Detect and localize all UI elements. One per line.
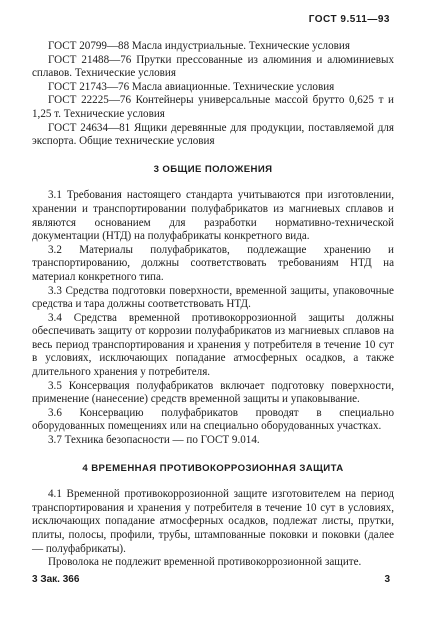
reference-item: ГОСТ 21488—76 Прутки прессованные из алюминия и алюминиевых сплавов. Технические условия: [32, 53, 394, 80]
section-4-title: 4 ВРЕМЕННАЯ ПРОТИВОКОРРОЗИОННАЯ ЗАЩИТА: [82, 462, 344, 474]
paragraph-4-1: 4.1 Временной противокоррозионной защите изготовителем на период транспортирования и хранения у потребителя в течение 10 сут в условиях, исключающих попадание атмосферных осадков, подлежат листы, прутки, плиты, полосы, профили, трубы, штампованные поковки и поковки (далее — полуфабрикаты).: [32, 488, 394, 555]
reference-item: ГОСТ 22225—76 Контейнеры универсальные массой брутто 0,625 т и 1,25 т. Технические условия: [32, 94, 394, 120]
paragraph-wire-note: Проволока не подлежит временной противокоррозионной защите.: [48, 556, 362, 569]
reference-item: ГОСТ 21743—76 Масла авиационные. Технические условия: [48, 80, 335, 93]
paragraph-3-1: 3.1 Требования настоящего стандарта учитываются при изготовлении, хранении и транспортировании полуфабрикатов из магниевых сплавов и являются основанием для разработки нормативно-технической документации (НТД) на полуфабрикаты конкретного вида.: [32, 189, 394, 243]
references-list: [32, 40, 394, 149]
paragraph-3-4: 3.4 Средства временной противокоррозионной защиты должны обеспечивать защиту от коррозии полуфабрикатов из магниевых сплавов на весь период транспортирования и хранения у потребителя в течение 10 сут в условиях, исключающих попадание атмосферных осадков, а также длительного хранения у потребителя.: [32, 311, 394, 379]
page-content: [32, 40, 394, 570]
paragraph-3-7: 3.7 Техника безопасности — по ГОСТ 9.014.: [48, 434, 260, 447]
reference-item: ГОСТ 24634—81 Ящики деревянные для продукции, поставляемой для экспорта. Общие технические условия: [32, 121, 394, 148]
page-number: 3: [384, 574, 390, 585]
reference-item: ГОСТ 20799—88 Масла индустриальные. Технические условия: [48, 40, 350, 52]
section-4-body: [32, 488, 394, 570]
section-3-body: [32, 189, 394, 447]
paragraph-3-5: 3.5 Консервация полуфабрикатов включает подготовку поверхности, применение (нанесение) средств временной защиты и упаковывание.: [32, 379, 394, 406]
paragraph-3-3: 3.3 Средства подготовки поверхности, временной защиты, упаковочные средства и тара должны соответствовать НТД.: [32, 284, 394, 311]
section-3-title: 3 ОБЩИЕ ПОЛОЖЕНИЯ: [153, 163, 273, 175]
print-order-mark: 3 Зак. 366: [32, 574, 80, 585]
standard-header: ГОСТ 9.511—93: [308, 14, 390, 25]
paragraph-3-2: 3.2 Материалы полуфабрикатов, подлежащие хранению и транспортированию, должны соответствовать требованиям НТД на материал конкретного типа.: [32, 243, 394, 283]
paragraph-3-6: 3.6 Консервацию полуфабрикатов проводят в специально оборудованных помещениях или на специально оборудованных участках.: [32, 406, 394, 433]
